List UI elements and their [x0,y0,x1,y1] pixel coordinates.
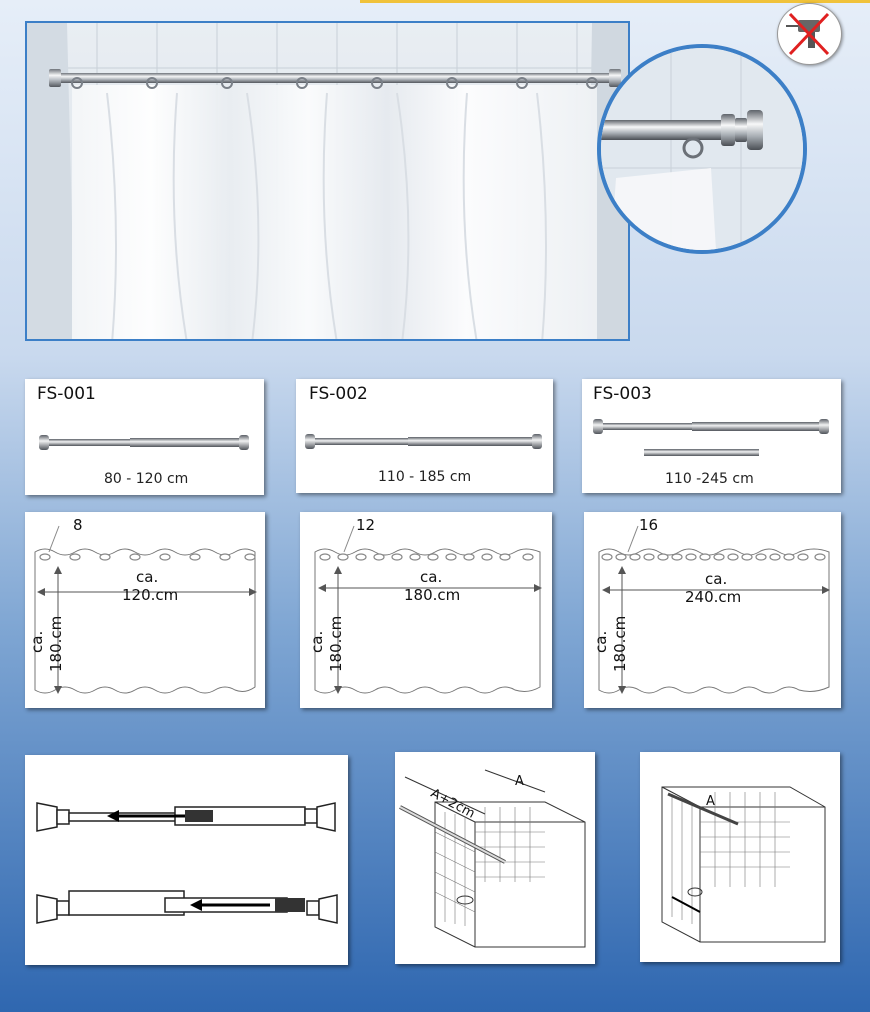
width-ca: ca. [136,568,159,586]
curtain-dimensions-drawing [300,512,552,708]
shower-curtain-illustration [27,23,630,341]
product-card-fs-003 [582,379,841,493]
length-range: 110 -245 cm [665,471,754,487]
shower-niche-measure-diagram [395,752,595,964]
height-ca: ca. [28,630,46,653]
extend-rod-instruction [25,755,348,965]
width-value: 240.cm [685,588,742,606]
ring-count: 16 [639,516,659,534]
product-card-fs-002 [296,379,553,493]
length-range: 110 - 185 cm [378,469,472,485]
product-card-fs-001 [25,379,264,495]
fit-rod-instruction [640,752,840,962]
height-ca: ca. [308,630,326,653]
model-name: FS-001 [37,384,96,404]
model-name: FS-003 [593,384,652,404]
top-accent-bar [360,0,870,3]
rod-extension-diagram [25,755,348,965]
no-drill-icon [777,3,842,65]
measure-a-plus-2cm-instruction [395,752,595,964]
a-fit-label: A [706,794,715,809]
shower-niche-fitted-diagram [640,752,840,962]
curtain-diagram-120 [25,512,265,708]
hero-photo [25,21,630,341]
height-ca: ca. [592,630,610,653]
rod-end-detail [597,44,807,254]
curtain-diagram-180 [300,512,552,708]
width-value: 180.cm [404,586,461,604]
width-ca: ca. [705,570,728,588]
height-value: 180.cm [47,615,65,672]
length-range: 80 - 120 cm [104,471,189,487]
width-ca: ca. [420,568,443,586]
a-label: A [515,774,524,789]
width-value: 120.cm [122,586,179,604]
a-plus-2cm-label: A+2cm [427,786,478,822]
rod-end-closeup [601,48,803,250]
curtain-diagram-240 [584,512,841,708]
height-value: 180.cm [327,615,345,672]
height-value: 180.cm [611,615,629,672]
ring-count: 8 [73,516,83,534]
model-name: FS-002 [309,384,368,404]
ring-count: 12 [356,516,376,534]
curtain-dimensions-drawing [25,512,265,708]
curtain-dimensions-drawing [584,512,841,708]
